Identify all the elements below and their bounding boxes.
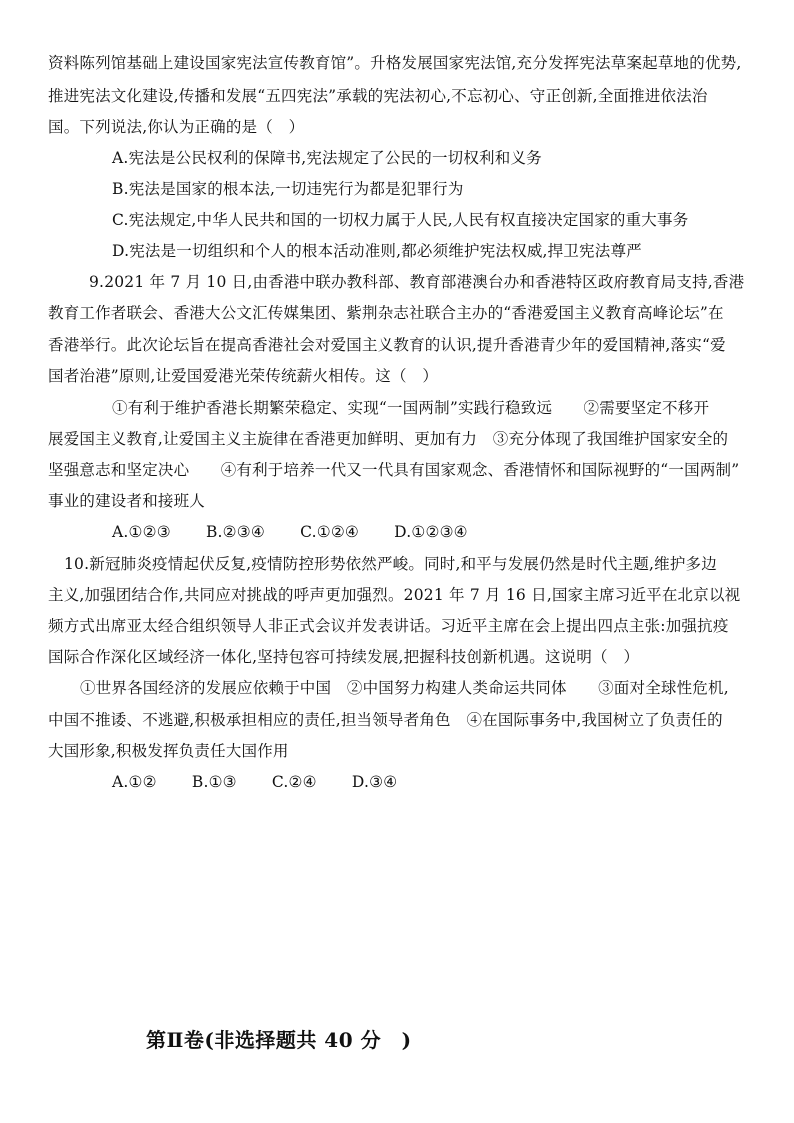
- q9-option-b: B.②③④: [205, 523, 265, 541]
- q10-line: 10.新冠肺炎疫情起伏反复,疫情防控形势依然严峻。同时,和平与发展仍然是时代主题,维护多边: [64, 555, 717, 573]
- q10-line: 主义,加强团结合作,共同应对挑战的呼声更加强烈。2021 年 7 月 16 日,国家主席习近平在北京以视: [48, 586, 741, 604]
- q10-statement: 中国不推诿、不逃避,积极承担相应的责任,担当领导者角色 ④在国际事务中,我国树立了负责任的: [48, 711, 723, 729]
- q8-line: 国。下列说法,你认为正确的是（ ）: [48, 118, 305, 136]
- q10-statement: ①世界各国经济的发展应依赖于中国 ②中国努力构建人类命运共同体 ③面对全球性危机,: [80, 679, 729, 697]
- q9-statement: 展爱国主义教育,让爱国主义主旋律在香港更加鲜明、更加有力 ③充分体现了我国维护国家安全的: [48, 430, 729, 448]
- q8-line: 推进宪法文化建设,传播和发展“五四宪法”承载的宪法初心,不忘初心、守正创新,全面推进依法治: [48, 87, 708, 105]
- q10-option-b: B.①③: [191, 773, 237, 791]
- q9-line: 9.2021 年 7 月 10 日,由香港中联办教科部、教育部港澳台办和香港特区政府教育局支持,香港: [89, 273, 745, 291]
- q9-line: 国者治港”原则,让爱国爱港光荣传统薪火相传。这（ ）: [48, 367, 439, 385]
- section-title: 第Ⅱ卷(非选择题共 40 分 ): [146, 1028, 412, 1052]
- q9-statement: 事业的建设者和接班人: [48, 492, 206, 510]
- q9-option-d: D.①②③④: [394, 523, 468, 541]
- q10-option-a: A.①②: [112, 773, 157, 791]
- q10-option-c: C.②④: [271, 773, 317, 791]
- q8-option-b: B.宪法是国家的根本法,一切违宪行为都是犯罪行为: [112, 180, 464, 198]
- q8-line: 资料陈列馆基础上建设国家宪法宣传教育馆”。升格发展国家宪法馆,充分发挥宪法草案起草地的优势,: [48, 54, 742, 72]
- q8-option-d: D.宪法是一切组织和个人的根本活动准则,都必须维护宪法权威,捍卫宪法尊严: [112, 242, 642, 260]
- q10-line: 频方式出席亚太经合组织领导人非正式会议并发表讲话。习近平主席在会上提出四点主张:加强抗疫: [48, 617, 729, 635]
- q8-option-c: C.宪法规定,中华人民共和国的一切权力属于人民,人民有权直接决定国家的重大事务: [112, 211, 689, 229]
- q10-options: [112, 771, 427, 793]
- q8-option-a: A.宪法是公民权利的保障书,宪法规定了公民的一切权利和义务: [112, 149, 542, 167]
- q10-statement: 大国形象,积极发挥负责任大国作用: [48, 742, 289, 760]
- q9-statement: ①有利于维护香港长期繁荣稳定、实现“一国两制”实践行稳致远 ②需要坚定不移开: [112, 399, 710, 417]
- q9-option-a: A.①②③: [112, 523, 171, 541]
- q9-statement: 坚强意志和坚定决心 ④有利于培养一代又一代具有国家观念、香港情怀和国际视野的“一国两制”: [48, 461, 740, 479]
- q9-line: 香港举行。此次论坛旨在提高香港社会对爱国主义教育的认识,提升香港青少年的爱国精神,落实“爱: [48, 336, 726, 354]
- q9-options: [112, 521, 498, 543]
- q9-line: 教育工作者联会、香港大公文汇传媒集团、紫荆杂志社联合主办的“香港爱国主义教育高峰论坛”在: [48, 304, 724, 322]
- q9-option-c: C.①②④: [300, 523, 360, 541]
- q10-line: 国际合作深化区域经济一体化,坚持包容可持续发展,把握科技创新机遇。这说明（ ）: [48, 648, 640, 666]
- q10-option-d: D.③④: [351, 773, 398, 791]
